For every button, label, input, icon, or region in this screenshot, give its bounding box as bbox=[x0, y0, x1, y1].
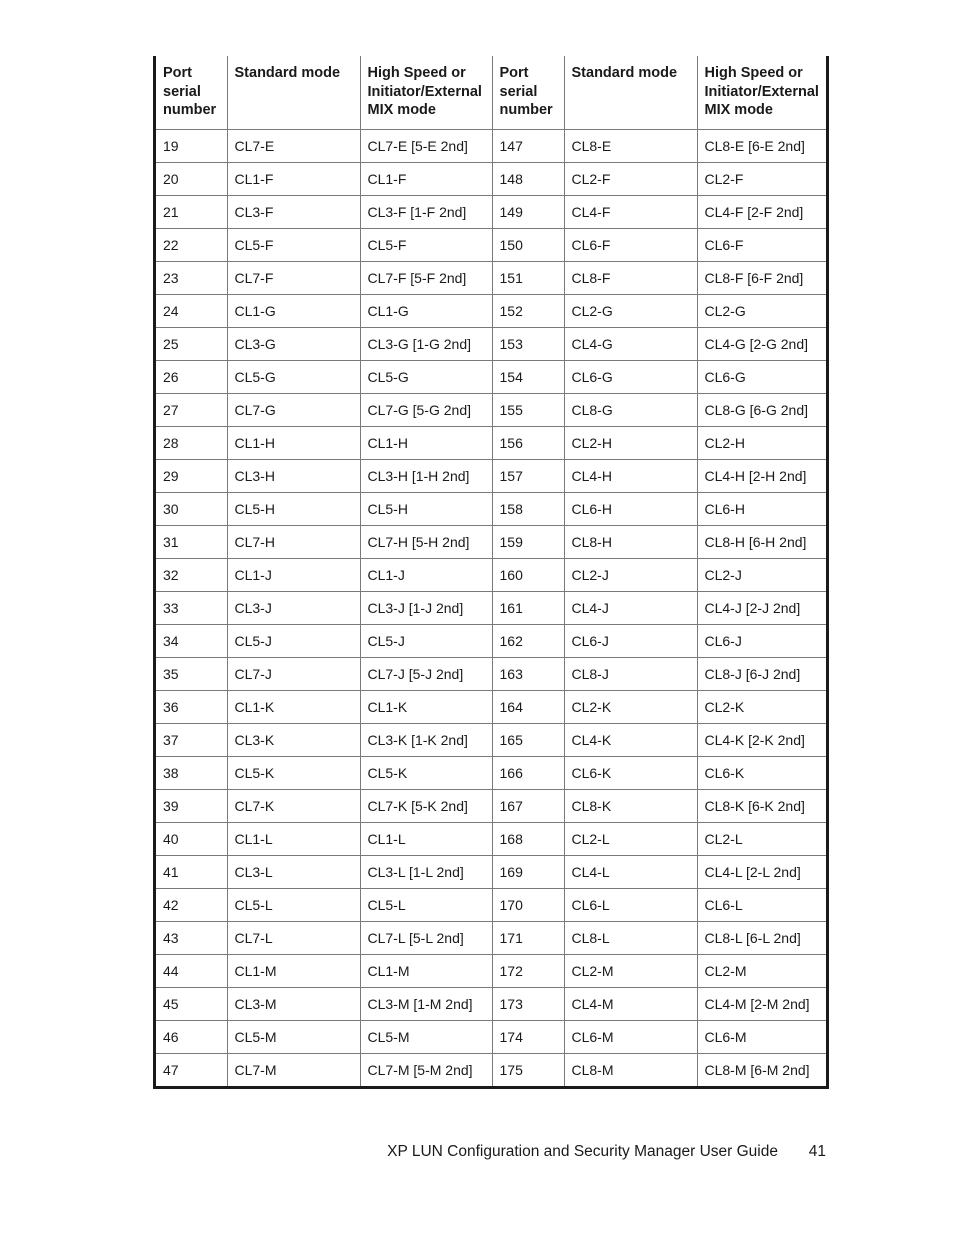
cell-standard-mode: CL3-G bbox=[227, 327, 360, 360]
cell-port-serial-number-2: 153 bbox=[492, 327, 564, 360]
cell-port-serial-number-2: 162 bbox=[492, 624, 564, 657]
cell-high-speed-mode: CL5-K bbox=[360, 756, 492, 789]
port-mapping-table-container bbox=[153, 56, 829, 1089]
cell-port-serial-number: 22 bbox=[156, 228, 227, 261]
cell-high-speed-mode-2: CL4-M [2-M 2nd] bbox=[697, 987, 826, 1020]
cell-high-speed-mode-2: CL2-M bbox=[697, 954, 826, 987]
cell-high-speed-mode-2: CL6-H bbox=[697, 492, 826, 525]
cell-high-speed-mode-2: CL6-G bbox=[697, 360, 826, 393]
page-footer bbox=[0, 1143, 954, 1165]
cell-standard-mode-2: CL8-K bbox=[564, 789, 697, 822]
cell-high-speed-mode-2: CL8-L [6-L 2nd] bbox=[697, 921, 826, 954]
cell-high-speed-mode: CL1-J bbox=[360, 558, 492, 591]
header-standard-mode: Standard mode bbox=[227, 56, 360, 129]
table-row bbox=[156, 327, 826, 360]
cell-port-serial-number: 29 bbox=[156, 459, 227, 492]
cell-standard-mode: CL1-K bbox=[227, 690, 360, 723]
cell-high-speed-mode-2: CL4-L [2-L 2nd] bbox=[697, 855, 826, 888]
table-row bbox=[156, 426, 826, 459]
cell-standard-mode: CL7-L bbox=[227, 921, 360, 954]
cell-standard-mode: CL5-M bbox=[227, 1020, 360, 1053]
cell-standard-mode-2: CL2-J bbox=[564, 558, 697, 591]
cell-high-speed-mode: CL7-L [5-L 2nd] bbox=[360, 921, 492, 954]
cell-port-serial-number-2: 150 bbox=[492, 228, 564, 261]
table-row bbox=[156, 525, 826, 558]
cell-port-serial-number-2: 157 bbox=[492, 459, 564, 492]
table-row bbox=[156, 459, 826, 492]
cell-high-speed-mode-2: CL4-F [2-F 2nd] bbox=[697, 195, 826, 228]
cell-port-serial-number-2: 161 bbox=[492, 591, 564, 624]
cell-high-speed-mode-2: CL6-F bbox=[697, 228, 826, 261]
cell-port-serial-number-2: 158 bbox=[492, 492, 564, 525]
cell-standard-mode: CL1-J bbox=[227, 558, 360, 591]
cell-standard-mode: CL5-L bbox=[227, 888, 360, 921]
cell-standard-mode-2: CL2-L bbox=[564, 822, 697, 855]
cell-standard-mode: CL5-K bbox=[227, 756, 360, 789]
cell-standard-mode: CL1-M bbox=[227, 954, 360, 987]
cell-port-serial-number: 25 bbox=[156, 327, 227, 360]
cell-standard-mode: CL3-J bbox=[227, 591, 360, 624]
cell-port-serial-number: 42 bbox=[156, 888, 227, 921]
cell-port-serial-number: 34 bbox=[156, 624, 227, 657]
cell-standard-mode-2: CL2-M bbox=[564, 954, 697, 987]
cell-standard-mode-2: CL4-J bbox=[564, 591, 697, 624]
cell-high-speed-mode-2: CL8-F [6-F 2nd] bbox=[697, 261, 826, 294]
table-header bbox=[156, 56, 826, 129]
cell-high-speed-mode-2: CL4-G [2-G 2nd] bbox=[697, 327, 826, 360]
cell-port-serial-number-2: 163 bbox=[492, 657, 564, 690]
table-row bbox=[156, 921, 826, 954]
cell-port-serial-number: 44 bbox=[156, 954, 227, 987]
cell-standard-mode-2: CL8-M bbox=[564, 1053, 697, 1086]
cell-port-serial-number: 40 bbox=[156, 822, 227, 855]
cell-standard-mode-2: CL4-H bbox=[564, 459, 697, 492]
cell-port-serial-number-2: 151 bbox=[492, 261, 564, 294]
cell-standard-mode-2: CL4-M bbox=[564, 987, 697, 1020]
header-high-speed-mode: High Speed or Initiator/External MIX mode bbox=[360, 56, 492, 129]
cell-standard-mode: CL7-K bbox=[227, 789, 360, 822]
cell-port-serial-number: 23 bbox=[156, 261, 227, 294]
cell-port-serial-number: 31 bbox=[156, 525, 227, 558]
cell-high-speed-mode: CL3-J [1-J 2nd] bbox=[360, 591, 492, 624]
cell-high-speed-mode: CL5-H bbox=[360, 492, 492, 525]
table-row bbox=[156, 789, 826, 822]
cell-standard-mode-2: CL4-G bbox=[564, 327, 697, 360]
cell-port-serial-number: 24 bbox=[156, 294, 227, 327]
table-row bbox=[156, 756, 826, 789]
cell-port-serial-number: 37 bbox=[156, 723, 227, 756]
header-port-serial-number: Port serial number bbox=[156, 56, 227, 129]
table-row bbox=[156, 129, 826, 162]
cell-standard-mode-2: CL8-G bbox=[564, 393, 697, 426]
cell-standard-mode: CL1-G bbox=[227, 294, 360, 327]
cell-port-serial-number-2: 165 bbox=[492, 723, 564, 756]
cell-port-serial-number: 35 bbox=[156, 657, 227, 690]
header-port-serial-number-2: Port serial number bbox=[492, 56, 564, 129]
cell-high-speed-mode-2: CL4-J [2-J 2nd] bbox=[697, 591, 826, 624]
cell-standard-mode-2: CL6-M bbox=[564, 1020, 697, 1053]
cell-standard-mode: CL3-M bbox=[227, 987, 360, 1020]
cell-port-serial-number: 26 bbox=[156, 360, 227, 393]
cell-standard-mode-2: CL8-L bbox=[564, 921, 697, 954]
cell-standard-mode: CL3-F bbox=[227, 195, 360, 228]
table-row bbox=[156, 195, 826, 228]
table-row bbox=[156, 558, 826, 591]
cell-standard-mode: CL7-E bbox=[227, 129, 360, 162]
cell-port-serial-number-2: 173 bbox=[492, 987, 564, 1020]
cell-high-speed-mode-2: CL8-G [6-G 2nd] bbox=[697, 393, 826, 426]
cell-port-serial-number: 28 bbox=[156, 426, 227, 459]
cell-standard-mode: CL3-K bbox=[227, 723, 360, 756]
cell-high-speed-mode-2: CL6-M bbox=[697, 1020, 826, 1053]
cell-high-speed-mode-2: CL8-E [6-E 2nd] bbox=[697, 129, 826, 162]
cell-standard-mode-2: CL6-H bbox=[564, 492, 697, 525]
cell-port-serial-number-2: 166 bbox=[492, 756, 564, 789]
table-row bbox=[156, 1053, 826, 1086]
cell-port-serial-number: 47 bbox=[156, 1053, 227, 1086]
table-row bbox=[156, 492, 826, 525]
cell-port-serial-number: 38 bbox=[156, 756, 227, 789]
cell-high-speed-mode: CL5-L bbox=[360, 888, 492, 921]
table-row bbox=[156, 294, 826, 327]
cell-standard-mode: CL5-J bbox=[227, 624, 360, 657]
cell-high-speed-mode: CL1-H bbox=[360, 426, 492, 459]
cell-port-serial-number-2: 149 bbox=[492, 195, 564, 228]
cell-high-speed-mode: CL7-G [5-G 2nd] bbox=[360, 393, 492, 426]
cell-port-serial-number-2: 167 bbox=[492, 789, 564, 822]
cell-high-speed-mode: CL5-J bbox=[360, 624, 492, 657]
cell-port-serial-number-2: 168 bbox=[492, 822, 564, 855]
cell-port-serial-number: 41 bbox=[156, 855, 227, 888]
table-row bbox=[156, 954, 826, 987]
cell-standard-mode: CL1-F bbox=[227, 162, 360, 195]
cell-high-speed-mode: CL1-G bbox=[360, 294, 492, 327]
cell-port-serial-number-2: 156 bbox=[492, 426, 564, 459]
cell-standard-mode-2: CL6-L bbox=[564, 888, 697, 921]
cell-port-serial-number-2: 169 bbox=[492, 855, 564, 888]
cell-high-speed-mode: CL7-H [5-H 2nd] bbox=[360, 525, 492, 558]
cell-high-speed-mode-2: CL4-H [2-H 2nd] bbox=[697, 459, 826, 492]
cell-standard-mode: CL5-H bbox=[227, 492, 360, 525]
cell-standard-mode-2: CL2-H bbox=[564, 426, 697, 459]
cell-standard-mode-2: CL8-H bbox=[564, 525, 697, 558]
cell-port-serial-number: 30 bbox=[156, 492, 227, 525]
cell-standard-mode-2: CL6-J bbox=[564, 624, 697, 657]
cell-high-speed-mode: CL7-M [5-M 2nd] bbox=[360, 1053, 492, 1086]
table-row bbox=[156, 657, 826, 690]
cell-high-speed-mode: CL1-K bbox=[360, 690, 492, 723]
cell-port-serial-number: 36 bbox=[156, 690, 227, 723]
cell-port-serial-number: 19 bbox=[156, 129, 227, 162]
cell-port-serial-number: 39 bbox=[156, 789, 227, 822]
cell-standard-mode-2: CL6-F bbox=[564, 228, 697, 261]
cell-port-serial-number-2: 172 bbox=[492, 954, 564, 987]
table-row bbox=[156, 162, 826, 195]
header-row bbox=[156, 56, 826, 129]
cell-high-speed-mode: CL5-G bbox=[360, 360, 492, 393]
cell-port-serial-number-2: 159 bbox=[492, 525, 564, 558]
cell-high-speed-mode: CL3-G [1-G 2nd] bbox=[360, 327, 492, 360]
footer-document-title: XP LUN Configuration and Security Manager User Guide bbox=[387, 1143, 778, 1160]
cell-port-serial-number: 33 bbox=[156, 591, 227, 624]
cell-port-serial-number: 21 bbox=[156, 195, 227, 228]
cell-port-serial-number: 43 bbox=[156, 921, 227, 954]
cell-standard-mode-2: CL2-K bbox=[564, 690, 697, 723]
cell-standard-mode: CL7-M bbox=[227, 1053, 360, 1086]
port-mapping-table bbox=[156, 56, 826, 1086]
cell-port-serial-number-2: 175 bbox=[492, 1053, 564, 1086]
cell-high-speed-mode-2: CL2-G bbox=[697, 294, 826, 327]
cell-high-speed-mode-2: CL8-J [6-J 2nd] bbox=[697, 657, 826, 690]
cell-high-speed-mode-2: CL6-L bbox=[697, 888, 826, 921]
cell-high-speed-mode: CL1-F bbox=[360, 162, 492, 195]
cell-standard-mode: CL5-F bbox=[227, 228, 360, 261]
cell-high-speed-mode-2: CL2-L bbox=[697, 822, 826, 855]
cell-standard-mode: CL1-L bbox=[227, 822, 360, 855]
table-row bbox=[156, 591, 826, 624]
cell-high-speed-mode: CL7-K [5-K 2nd] bbox=[360, 789, 492, 822]
cell-high-speed-mode-2: CL2-H bbox=[697, 426, 826, 459]
cell-high-speed-mode: CL7-F [5-F 2nd] bbox=[360, 261, 492, 294]
cell-port-serial-number: 45 bbox=[156, 987, 227, 1020]
cell-standard-mode: CL7-G bbox=[227, 393, 360, 426]
cell-high-speed-mode: CL3-L [1-L 2nd] bbox=[360, 855, 492, 888]
cell-high-speed-mode-2: CL2-K bbox=[697, 690, 826, 723]
cell-standard-mode-2: CL6-G bbox=[564, 360, 697, 393]
cell-high-speed-mode-2: CL8-H [6-H 2nd] bbox=[697, 525, 826, 558]
cell-standard-mode-2: CL2-G bbox=[564, 294, 697, 327]
table-row bbox=[156, 723, 826, 756]
cell-high-speed-mode-2: CL6-K bbox=[697, 756, 826, 789]
cell-high-speed-mode-2: CL4-K [2-K 2nd] bbox=[697, 723, 826, 756]
cell-high-speed-mode: CL3-K [1-K 2nd] bbox=[360, 723, 492, 756]
table-body bbox=[156, 129, 826, 1086]
cell-high-speed-mode: CL3-H [1-H 2nd] bbox=[360, 459, 492, 492]
cell-high-speed-mode-2: CL2-F bbox=[697, 162, 826, 195]
footer-page-number: 41 bbox=[808, 1143, 826, 1160]
cell-standard-mode-2: CL4-F bbox=[564, 195, 697, 228]
cell-high-speed-mode-2: CL2-J bbox=[697, 558, 826, 591]
cell-standard-mode-2: CL4-L bbox=[564, 855, 697, 888]
header-standard-mode-2: Standard mode bbox=[564, 56, 697, 129]
table-row bbox=[156, 822, 826, 855]
cell-port-serial-number-2: 174 bbox=[492, 1020, 564, 1053]
cell-high-speed-mode: CL3-F [1-F 2nd] bbox=[360, 195, 492, 228]
cell-port-serial-number: 27 bbox=[156, 393, 227, 426]
cell-high-speed-mode: CL7-J [5-J 2nd] bbox=[360, 657, 492, 690]
cell-high-speed-mode: CL3-M [1-M 2nd] bbox=[360, 987, 492, 1020]
cell-port-serial-number-2: 160 bbox=[492, 558, 564, 591]
cell-high-speed-mode-2: CL6-J bbox=[697, 624, 826, 657]
cell-high-speed-mode-2: CL8-K [6-K 2nd] bbox=[697, 789, 826, 822]
cell-port-serial-number-2: 170 bbox=[492, 888, 564, 921]
cell-port-serial-number-2: 155 bbox=[492, 393, 564, 426]
table-row bbox=[156, 360, 826, 393]
cell-port-serial-number-2: 164 bbox=[492, 690, 564, 723]
cell-standard-mode-2: CL6-K bbox=[564, 756, 697, 789]
table-row bbox=[156, 690, 826, 723]
cell-standard-mode-2: CL4-K bbox=[564, 723, 697, 756]
cell-high-speed-mode: CL1-M bbox=[360, 954, 492, 987]
cell-high-speed-mode: CL5-M bbox=[360, 1020, 492, 1053]
cell-port-serial-number-2: 147 bbox=[492, 129, 564, 162]
cell-port-serial-number-2: 154 bbox=[492, 360, 564, 393]
table-row bbox=[156, 624, 826, 657]
cell-standard-mode-2: CL2-F bbox=[564, 162, 697, 195]
table-row bbox=[156, 888, 826, 921]
cell-port-serial-number: 20 bbox=[156, 162, 227, 195]
cell-standard-mode: CL7-J bbox=[227, 657, 360, 690]
cell-standard-mode: CL1-H bbox=[227, 426, 360, 459]
cell-high-speed-mode: CL5-F bbox=[360, 228, 492, 261]
cell-port-serial-number-2: 152 bbox=[492, 294, 564, 327]
cell-standard-mode-2: CL8-F bbox=[564, 261, 697, 294]
table-row bbox=[156, 393, 826, 426]
cell-high-speed-mode-2: CL8-M [6-M 2nd] bbox=[704, 1061, 810, 1078]
cell-port-serial-number: 32 bbox=[156, 558, 227, 591]
table-row bbox=[156, 228, 826, 261]
cell-port-serial-number-2: 171 bbox=[492, 921, 564, 954]
cell-standard-mode-2: CL8-E bbox=[564, 129, 697, 162]
cell-port-serial-number: 46 bbox=[156, 1020, 227, 1053]
header-high-speed-mode-2: High Speed or Initiator/External MIX mode bbox=[697, 56, 826, 129]
cell-standard-mode: CL3-H bbox=[227, 459, 360, 492]
table-row bbox=[156, 855, 826, 888]
table-row bbox=[156, 987, 826, 1020]
table-row bbox=[156, 1020, 826, 1053]
cell-standard-mode: CL5-G bbox=[227, 360, 360, 393]
cell-standard-mode: CL3-L bbox=[227, 855, 360, 888]
cell-standard-mode-2: CL8-J bbox=[564, 657, 697, 690]
cell-high-speed-mode: CL7-E [5-E 2nd] bbox=[360, 129, 492, 162]
cell-standard-mode: CL7-F bbox=[227, 261, 360, 294]
cell-high-speed-mode: CL1-L bbox=[360, 822, 492, 855]
cell-port-serial-number-2: 148 bbox=[492, 162, 564, 195]
cell-standard-mode: CL7-H bbox=[227, 525, 360, 558]
table-row bbox=[156, 261, 826, 294]
